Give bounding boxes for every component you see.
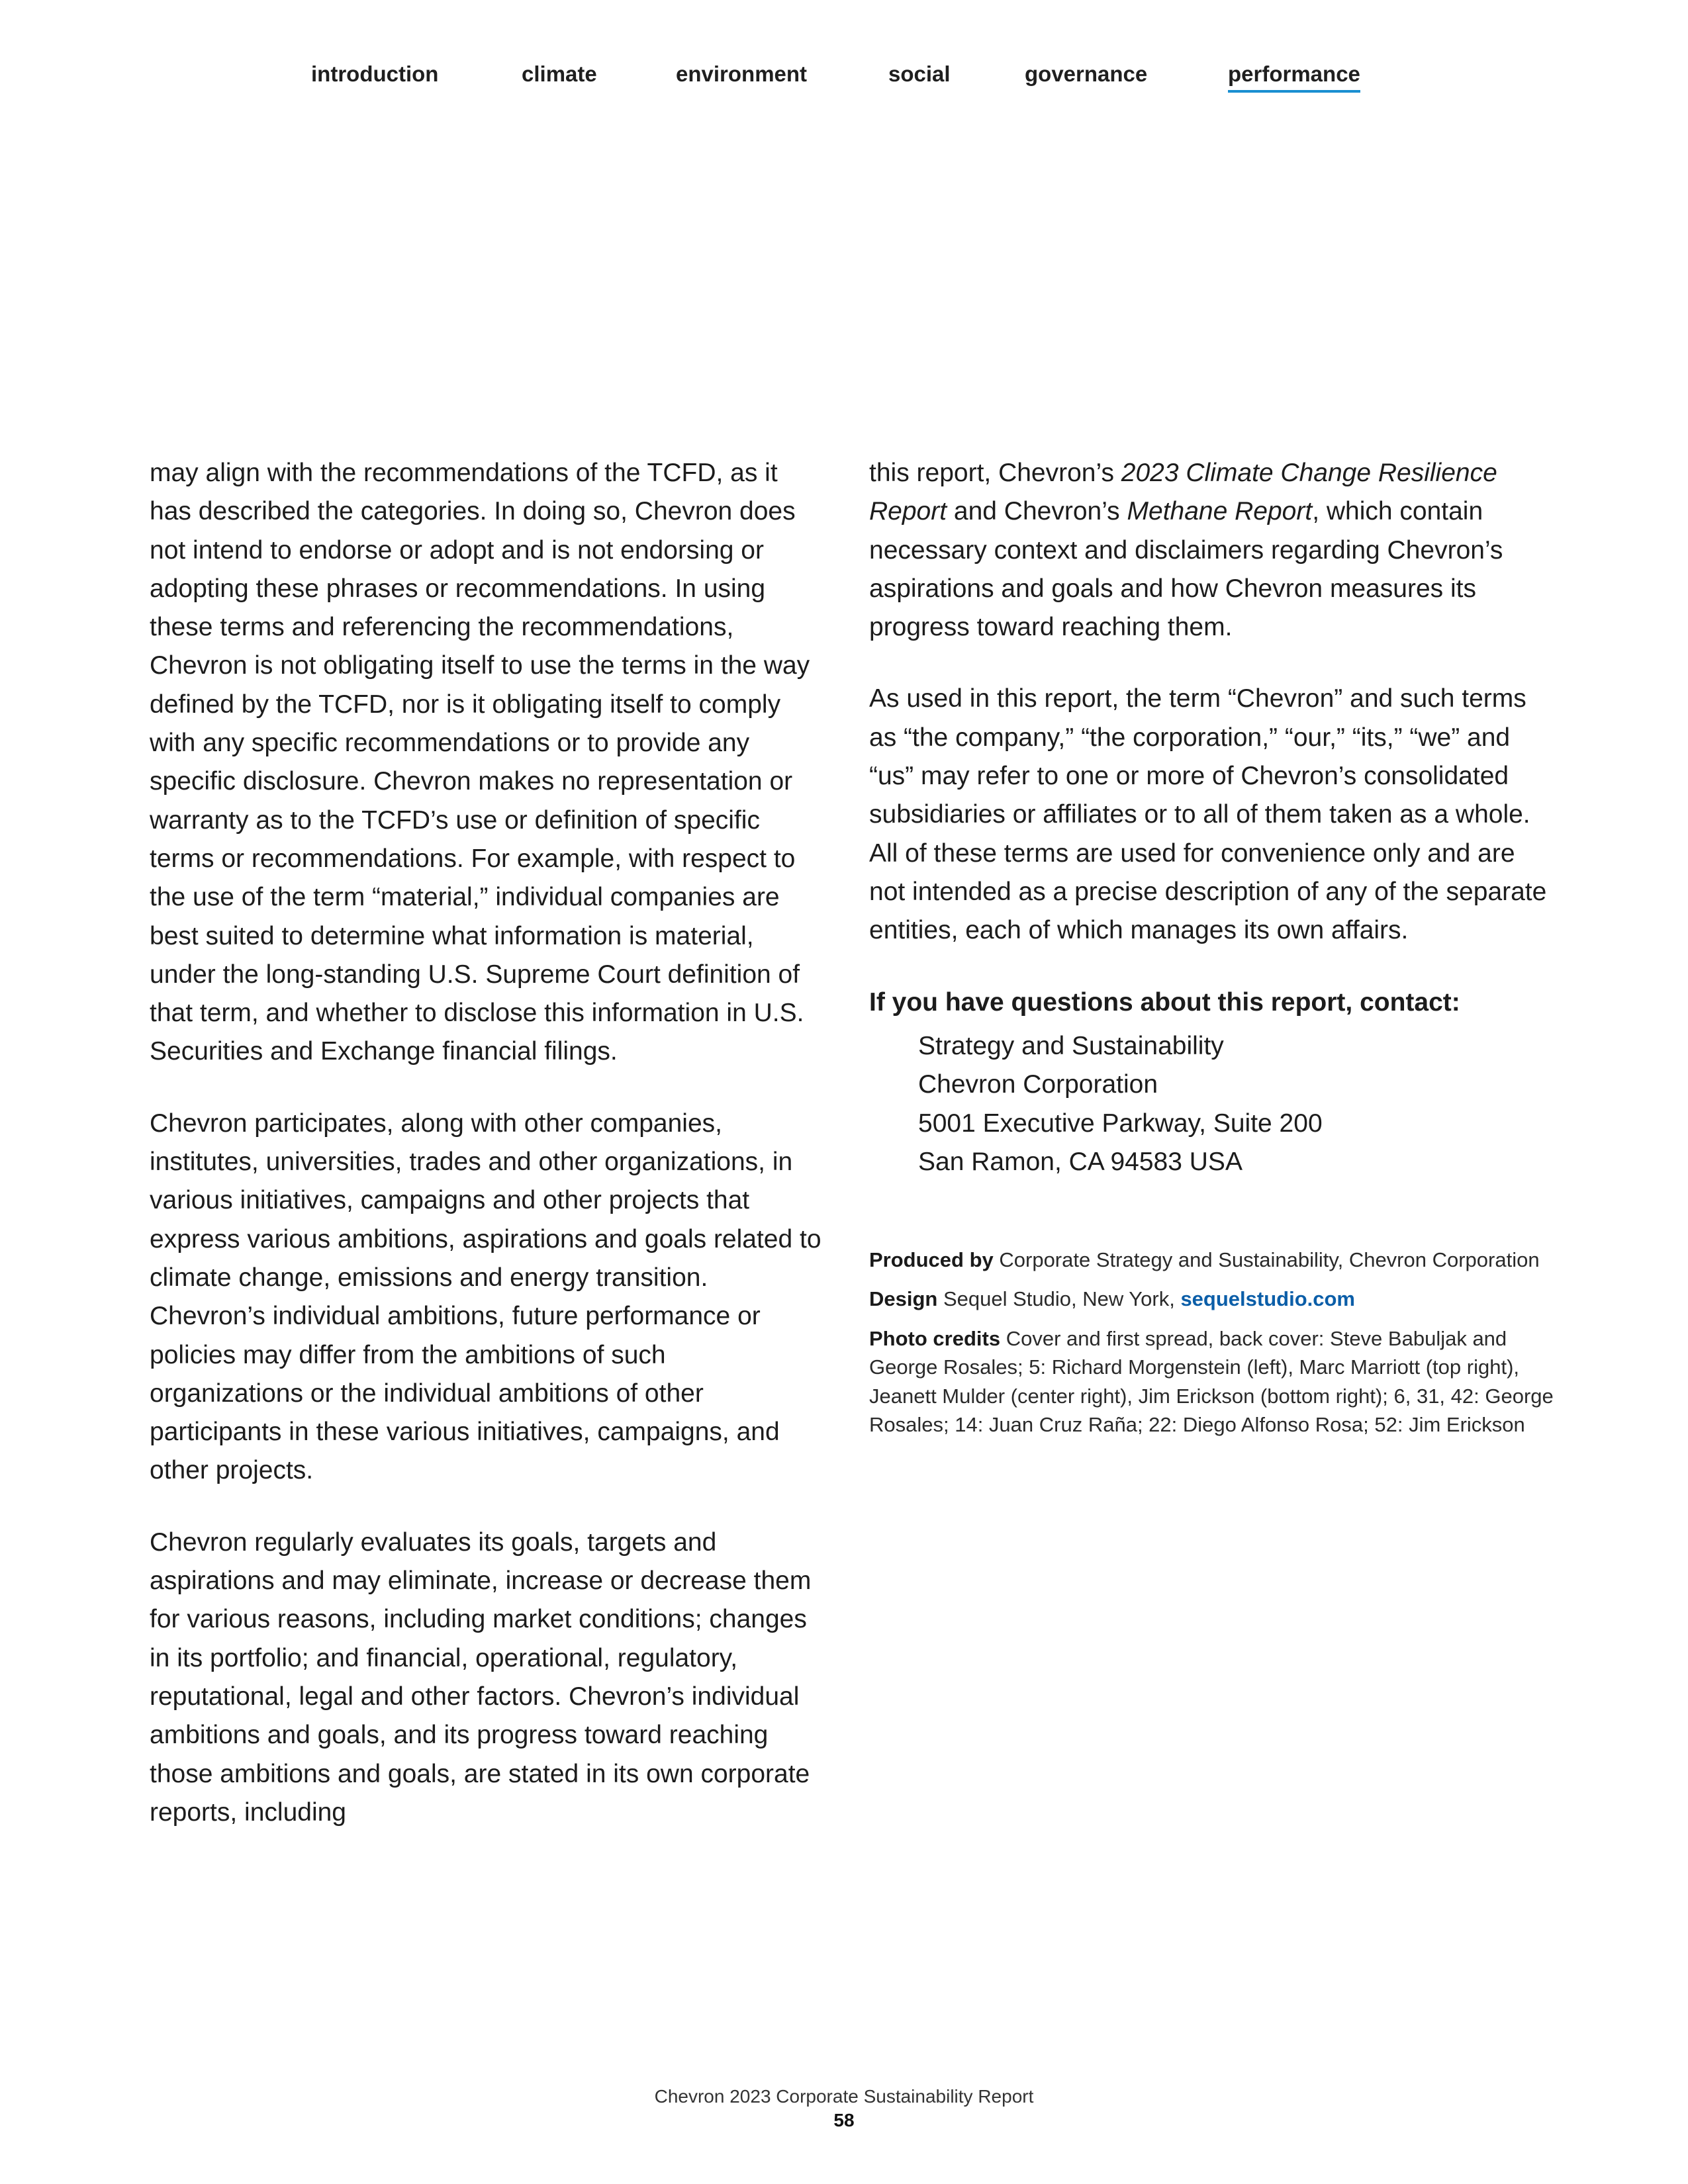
contact-heading: If you have questions about this report, contact: — [869, 987, 1460, 1017]
nav-tab-introduction[interactable]: introduction — [311, 62, 439, 86]
sequel-studio-link[interactable]: sequelstudio.com — [1180, 1287, 1355, 1311]
produced-by-credit — [869, 1246, 1558, 1275]
nav-tab-environment[interactable]: environment — [676, 62, 808, 86]
top-navigation — [0, 60, 1688, 99]
credits-section — [869, 1246, 1558, 1439]
photo-credits-label: Photo credits — [869, 1326, 1001, 1350]
produced-by-label: Produced by — [869, 1248, 994, 1271]
design-text: Sequel Studio, New York, — [937, 1287, 1181, 1311]
climate-resilience-report-title: 2023 Climate Change Resilience Report — [869, 459, 1497, 526]
contact-address — [918, 1027, 1558, 1182]
left-paragraph-initiatives: Chevron participates, along with other companies, institutes, universities, trades and other organizations, in various initiatives, campaigns and other projects that express various ambitions, aspirations and goals related to climate change, emissions and energy transition. Chevron’s individual ambitions, future performance or policies may differ from the ambitions of such organizations or the individual ambitions of other participants in these various initiatives, campaigns, and other projects. — [150, 1109, 821, 1485]
right-paragraph-reports — [869, 454, 1558, 647]
left-paragraph-goals: Chevron regularly evaluates its goals, targets and aspirations and may eliminate, increase or decrease them for various reasons, including market conditions; changes in its portfolio; and financial, operational, regulatory, reputational, legal and other factors. Chevron’s individual ambitions and goals, and its progress toward reaching those ambitions and goals, are stated in its own corporate reports, including — [150, 1527, 812, 1827]
nav-tab-social[interactable]: social — [888, 62, 951, 86]
contact-line: 5001 Executive Parkway, Suite 200 — [918, 1109, 1323, 1138]
design-credit — [869, 1285, 1558, 1314]
nav-tab-governance[interactable]: governance — [1025, 62, 1148, 86]
nav-tab-performance[interactable]: performance — [1228, 60, 1360, 93]
right-column — [869, 454, 1558, 1450]
methane-report-title: Methane Report — [1127, 497, 1313, 526]
contact-line: San Ramon, CA 94583 USA — [918, 1148, 1243, 1177]
contact-line: Strategy and Sustainability — [918, 1031, 1224, 1060]
contact-section — [869, 983, 1558, 1182]
right-paragraph-terms: As used in this report, the term “Chevron” and such terms as “the company,” “the corporation,” “our,” “its,” “we” and “us” may refer to one or more of Chevron’s consolidated subsidiaries or affiliates or to all of them taken as a whole. All of these terms are used for convenience only and are not intended as a precise description of any of the separate entities, each of which manages its own affairs. — [869, 684, 1547, 945]
photo-credits-text: Cover and first spread, back cover: Steve Babuljak and George Rosales; 5: Richard Morgenstein (left), Marc Marriott (top right), Jeanett Mulder (center right), Jim Erickson (bottom right); 6, 31, 42: George Rosales; 14: Juan Cruz Raña; 22: Diego Alfonso Rosa; 52: Jim Erickson — [869, 1326, 1554, 1437]
reports-text-c: , which contain necessary context and disclaimers regarding Chevron’s aspirations and goals and how Chevron measures its progress toward reaching them. — [869, 497, 1503, 642]
nav-tab-climate[interactable]: climate — [522, 62, 597, 86]
reports-text-b: and Chevron’s — [947, 497, 1127, 526]
contact-line: Chevron Corporation — [918, 1070, 1158, 1099]
left-column — [150, 454, 825, 1865]
report-title: Chevron 2023 Corporate Sustainability Report — [654, 2086, 1034, 2107]
produced-by-text: Corporate Strategy and Sustainability, Chevron Corporation — [993, 1248, 1540, 1271]
photo-credits — [869, 1324, 1558, 1439]
page-number: 58 — [833, 2110, 855, 2130]
page-footer — [0, 2085, 1688, 2132]
left-paragraph-tcfd: may align with the recommendations of the TCFD, as it has described the categories. In doing so, Chevron does not intend to endorse or adopt and is not endorsing or adopting these phrases or recommendations. In using these terms and referencing the recommendations, Chevron is not obligating itself to use the terms in the way defined by the TCFD, nor is it obligating itself to comply with any specific recommendations or to provide any specific disclosure. Chevron makes no representation or warranty as to the TCFD’s use or definition of specific terms or recommendations. For example, with respect to the use of the term “material,” individual companies are best suited to determine what information is material, under the long-standing U.S. Supreme Court definition of that term, and whether to disclose this information in U.S. Securities and Exchange financial filings. — [150, 459, 810, 1066]
design-label: Design — [869, 1287, 938, 1311]
reports-text-a: this report, Chevron’s — [869, 459, 1121, 487]
